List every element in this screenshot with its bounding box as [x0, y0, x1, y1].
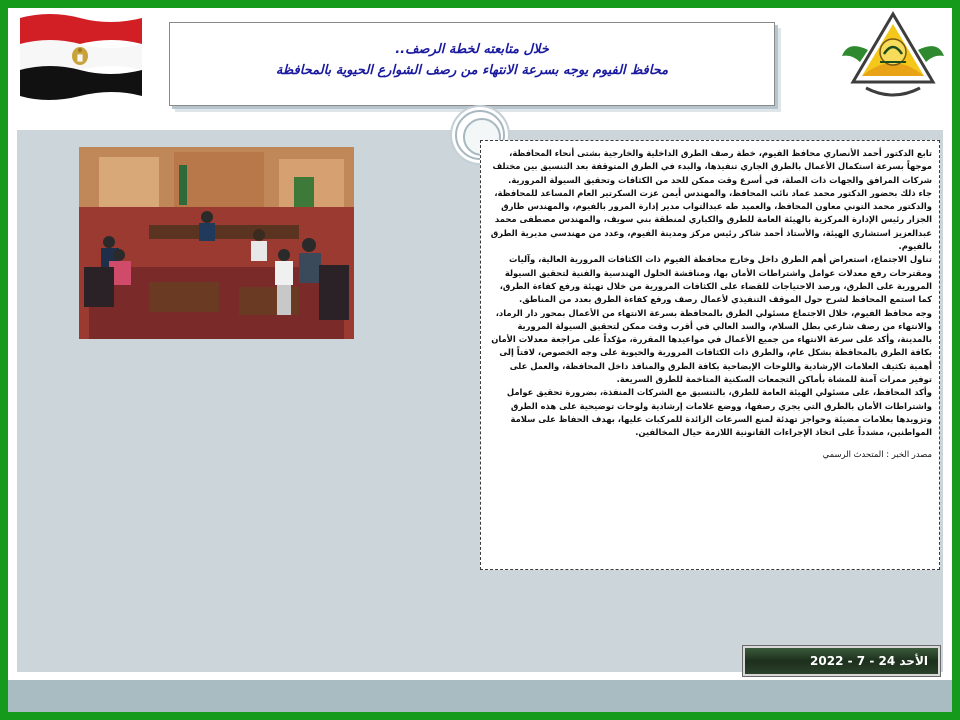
article-paragraph: جاء ذلك بحضور الدكتور محمد عماد نائب المحافظ، والمهندس أيمن عزت السكرتير العام المساعد للمحافظة، والدكتور محمد التوني معاون المحافظ، والعميد طه عبدالتواب مدير إدارة المرور بالفيوم، والمهندس طارق الجزار رئيس الإدارة المركزية بالهيئة العامة للطرق والكباري لمنطقة بني سويف، والمهندس مصطفى محمد عبدالعزيز استشاري الهيئة، والأستاذ أحمد شاكر رئيس مركز ومدينة الفيوم، وعدد من مهندسي مديرية الطرق بالفيوم. — [490, 187, 932, 252]
article-paragraph: وأكد المحافظ، على مسئولي الهيئة العامة للطرق، بالتنسيق مع الشركات المنفذة، بضرورة تحقيق عوامل واشتراطات الأمان بالطرق التي يجري رصفها، ووضع علامات إرشادية ولوحات توضيحية على هذه الطرق وتزويدها بعلامات مضيئة وحواجز تهدئة لمنع السرعات الزائدة للمركبات عليها، بهدف الحفاظ على سلامة المواطنين، مشدداً على اتخاذ الإجراءات القانونية اللازمة حيال المخالفين. — [506, 387, 932, 438]
meeting-photo — [79, 147, 354, 339]
headline-box — [169, 22, 775, 106]
governorate-logo-icon — [838, 10, 948, 106]
article-source: مصدر الخبر : المتحدث الرسمي — [822, 448, 932, 459]
article-paragraph: وجه محافظ الفيوم، خلال الاجتماع مسئولي الطرق بالمحافظة بسرعة الانتهاء من الأعمال بمحور دار الرماد، والانتهاء من رصف شارعي بطل السلام، والسد العالي في أقرب وقت ممكن لتحقيق السيولة المرورية بالمدينة، وأكد على سرعة الانتهاء من جميع الأعمال في مواعيدها المقررة، مؤكداً على مراجعة معدلات الأمان بكافة الطرق بالمحافظة بشكل عام، والطرق ذات الكثافات المرورية والحيوية على وجه الخصوص، لافتاً إلى أهمية تكثيف العلامات الإرشادية واللوحات الإيضاحية بكافة الطرق والمنافذ داخل المحافظة، والعمل على توفير ممرات آمنة للمشاة بأماكن التجمعات السكنية المتاخمة للطرق السريعة. — [491, 307, 932, 385]
article-body — [480, 140, 940, 570]
headline-title: محافظ الفيوم يوجه بسرعة الانتهاء من رصف الشوارع الحيوية بالمحافظة — [275, 63, 669, 78]
date-badge: الأحد 24 - 7 - 2022 — [743, 646, 940, 676]
egypt-flag-icon — [16, 12, 146, 102]
bottom-band — [8, 680, 952, 712]
headline-kicker: خلال متابعته لخطة الرصف.. — [395, 42, 549, 57]
eagle-emblem-icon — [72, 47, 88, 65]
article-paragraph: تابع الدكتور أحمد الأنصاري محافظ الفيوم، خطة رصف الطرق الداخلية والخارجية بشتى أنحاء المحافظة، موجهاً بسرعة استكمال الأعمال بالطرق الجاري تنفيذها، والبدء في الطرق المتوقفة بعد التنسيق بين مختلف شركات المرافق والجهات ذات الصلة، في أسرع وقت ممكن للحد من الكثافات وتحقيق السيولة المرورية. — [492, 148, 932, 185]
article-paragraph: تناول الاجتماع، استعراض أهم الطرق داخل وخارج محافظة الفيوم ذات الكثافات المرورية العالية، وآليات ومقترحات رفع معدلات عوامل واشتراطات الأمان بها، ومناقشة الحلول الهندسية والفنية لتحقيق السيولة المرورية على الطرق، ورصد الاحتياجات للقضاء على الكثافات المرورية من خلال تهيئة ورفع كفاءة الطرق، كما استمع المحافظ لشرح حول الموقف التنفيذي لأعمال رصف ورفع كفاءة الطرق بعدد من المناطق. — [499, 254, 932, 305]
